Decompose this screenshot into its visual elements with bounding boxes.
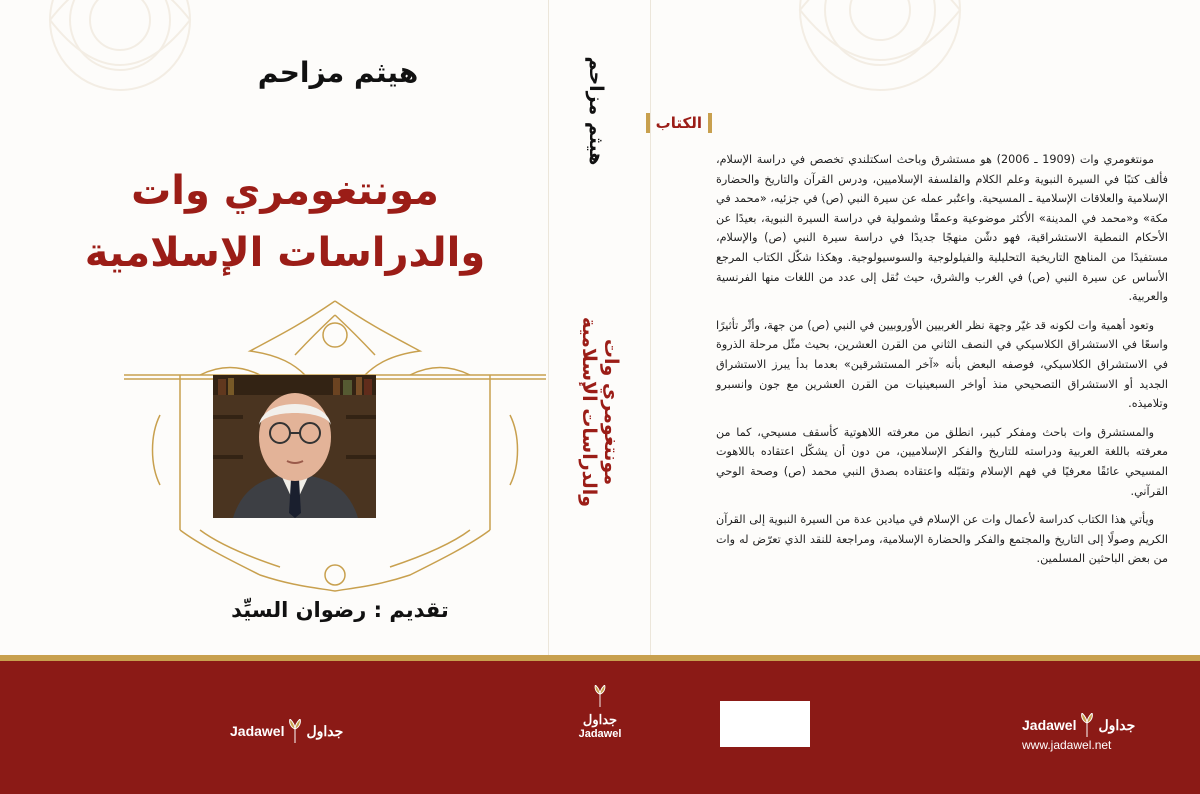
front-book-title [70,160,500,284]
spine-author-text: هيثم مزاحم [585,56,607,166]
introduction-credit: تقديم : رضوان السيِّد [231,598,449,622]
label-bar-right [708,113,712,133]
back-section-label-text: الكتاب [655,114,702,132]
blurb-paragraph: مونتغومري وات (1909 ـ 2006) هو مستشرق وباحث اسكتلندي تخصص في دراسة الإسلام، فألف كتبًا في السيرة النبوية وعلم الكلام والفلسفة الإسلاميين، ودرس القرآن والتاريخ والحضارة الإسلامية والعلاقات الإسلامية ـ المسيحية. واعتُبر عمله عن سيرة النبي (ص) في جزئيه، «محمد في مكة» و«محمد في المدينة» الأكثر موضوعية وعمقًا وشمولية في دراسة السيرة النبوية، بعيدًا عن الأحكام النمطية الاستشراقية، فهو دشّن منهجًا جديدًا في دراسة سيرة النبي (ص) والإسلام، مستفيدًا من المناهج التاريخية التحليلية والفيلولوجية والسوسيولوجية. وهكذا شكّل الكتاب المرجع الأساس عن سيرة النبي (ص) في الغرب والشرق، حيث نُقل إلى عدد من اللغات منها الفرنسية والعربية. [716,153,1168,304]
author-portrait-image [213,375,376,518]
blurb-paragraph: والمستشرق وات باحث ومفكر كبير، انطلق من معرفته اللاهوتية كأسقف مسيحي، كما من معرفته باللغة العربية ودراسته للتاريخ والفكر الإسلاميين، من دون أن يشكّل اعتقاده باللاهوت المسيحي عائقًا معرفيًا في فهم الإسلام وتقبّله واعتقاده بصدق النبي محمد (ص) وصحة الوحي القرآني. [716,425,1168,498]
front-title-line-2: والدراسات الإسلامية [84,230,486,276]
spine-title [560,300,640,520]
publisher-name-ar: جداول [1098,716,1136,733]
publisher-name-en: Jadawel [230,723,285,739]
publisher-emblem-icon [593,685,607,707]
arabesque-ornament-icon [760,0,1000,120]
publisher-name-en: Jadawel [1022,717,1077,733]
front-author-name: هيثم مزاحم [257,56,419,89]
spine-title-line-1: مونتغومري وات [600,338,622,486]
spine-publisher-logo [572,685,628,740]
publisher-emblem-icon [1080,713,1094,737]
spine-publisher-en: Jadawel [578,728,622,740]
publisher-website: www.jadawel.net [1022,738,1112,752]
back-section-label [646,113,712,133]
spine-title-text [578,302,622,522]
spine-title-line-2: والدراسات الإسلامية [578,316,600,508]
label-bar-left [646,113,650,133]
back-publisher-logo [1022,713,1135,752]
blurb-paragraph: وتعود أهمية وات لكونه قد غيّر وجهة نظر الغربيين الأوروبيين في النبي (ص) من جهة، وأثّر تأثيرًا واسعًا في الاستشراق الكلاسيكي في النصف الثاني من القرن العشرين، بحيث مثّل مرحلة الذروة في الاستشراق الكلاسيكي، فوصفه البعض بأنه «آخر المستشرقين» بعدما بدأ يبرز الاستشراق الجديد أو الاستشراق التصحيحي منذ أواخر السبعينيات من القرن العشرين مع جون وانسبرو وتلاميذه. [716,318,1168,411]
spine-publisher-ar: جداول [582,712,618,727]
back-cover-blurb [716,150,1168,578]
spine-author [566,56,626,170]
blurb-paragraph: ويأتي هذا الكتاب كدراسة لأعمال وات عن الإسلام في ميادين عدة من السيرة النبوية إلى القرآن الكريم وصولًا إلى التاريخ والمجتمع والفكر والحضارة الإسلامية، ومراجعة للنقد الذي تعرّض له وات من بعض الباحثين المسلمين. [715,513,1168,566]
barcode-area [720,701,810,747]
front-publisher-logo [230,719,343,743]
publisher-emblem-icon [288,719,302,743]
publisher-name-ar: جداول [306,722,344,739]
front-title-line-1: مونتغومري وات [131,168,439,214]
